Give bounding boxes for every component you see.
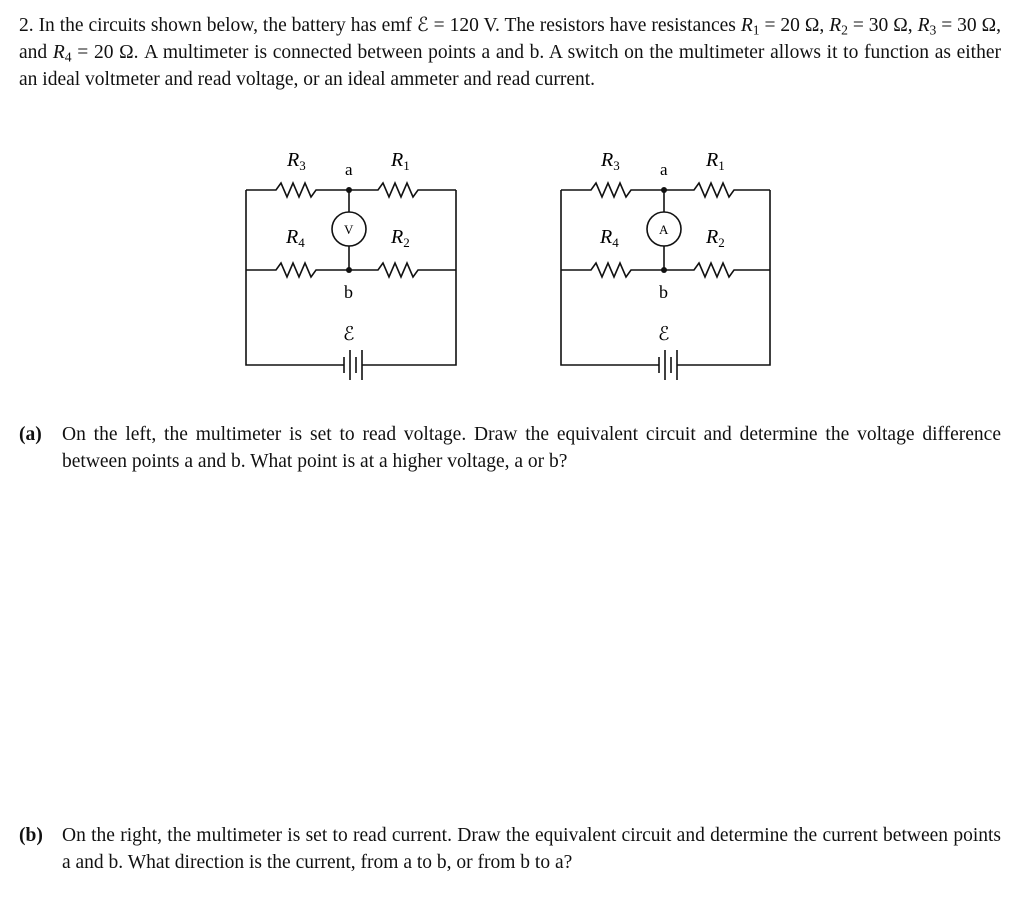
right-r3-label: $R_3$ bbox=[601, 149, 620, 173]
part-b-text: On the right, the multimeter is set to read current. Draw the equivalent circuit and determine the current between points a and b. What direction is the current, from a to b, or from b to a? bbox=[62, 825, 1001, 873]
r2-sub: 2 bbox=[841, 22, 848, 38]
r4-sub: 4 bbox=[64, 49, 72, 65]
left-r3-label: $R_3$ bbox=[287, 149, 306, 173]
right-r1-label: $R_1$ bbox=[706, 149, 725, 173]
part-a-text: On the left, the multimeter is set to read voltage. Draw the equivalent circuit and determine the voltage difference between points a and b. What point is at a higher voltage, a or b? bbox=[62, 424, 1001, 472]
left-battery-plates bbox=[340, 350, 364, 380]
right-point-b: b bbox=[659, 282, 668, 302]
right-r2-label: $R_2$ bbox=[706, 226, 725, 250]
emf-symbol: ℰ bbox=[416, 15, 429, 36]
circuit-diagrams bbox=[0, 130, 1024, 390]
left-r2-label: $R_2$ bbox=[391, 226, 410, 250]
problem-statement bbox=[19, 12, 1001, 93]
r4-value: = 20 Ω. A multimeter is connected between points a and b. A switch on the multimeter allows it to function as either an ideal voltmeter and read voltage, or an ideal ammeter and read current. bbox=[19, 42, 1002, 90]
left-right-side bbox=[364, 190, 456, 365]
problem-text-1: In the circuits shown below, the battery has emf bbox=[33, 15, 417, 36]
left-point-a: a bbox=[345, 160, 353, 179]
left-emf-label: ℰ bbox=[343, 324, 355, 345]
r3-label: R bbox=[917, 15, 930, 36]
right-node-a bbox=[661, 187, 667, 193]
part-a-label: (a) bbox=[19, 424, 42, 445]
r4-label: R bbox=[52, 42, 65, 63]
left-point-b: b bbox=[344, 282, 353, 302]
right-node-b bbox=[661, 267, 667, 273]
left-r4-label: $R_4$ bbox=[286, 226, 305, 250]
right-right-side bbox=[679, 190, 770, 365]
left-node-b bbox=[346, 267, 352, 273]
left-left-side bbox=[246, 190, 340, 365]
right-meter-label: A bbox=[659, 222, 669, 237]
left-r1-label: $R_1$ bbox=[391, 149, 410, 173]
problem-text-2: = 120 V. The resistors have resistances bbox=[428, 15, 741, 36]
r2-value: = 30 Ω, bbox=[847, 15, 918, 36]
r1-value: = 20 Ω, bbox=[759, 15, 825, 36]
right-r4-label: $R_4$ bbox=[600, 226, 619, 250]
right-emf-label: ℰ bbox=[658, 324, 670, 345]
r2-label: R bbox=[829, 15, 842, 36]
r3-value: = 30 Ω, and bbox=[19, 15, 1001, 63]
right-battery-plates bbox=[655, 350, 679, 380]
part-b bbox=[19, 822, 1001, 876]
part-b-label: (b) bbox=[19, 825, 43, 846]
problem-number: 2. bbox=[19, 15, 34, 36]
r3-sub: 3 bbox=[929, 22, 937, 38]
right-point-a: a bbox=[660, 160, 668, 179]
r1-label: R bbox=[740, 15, 753, 36]
left-node-a bbox=[346, 187, 352, 193]
part-a bbox=[19, 421, 1001, 475]
left-meter-label: V bbox=[344, 222, 354, 237]
right-left-side bbox=[561, 190, 655, 365]
r1-sub: 1 bbox=[752, 22, 760, 38]
